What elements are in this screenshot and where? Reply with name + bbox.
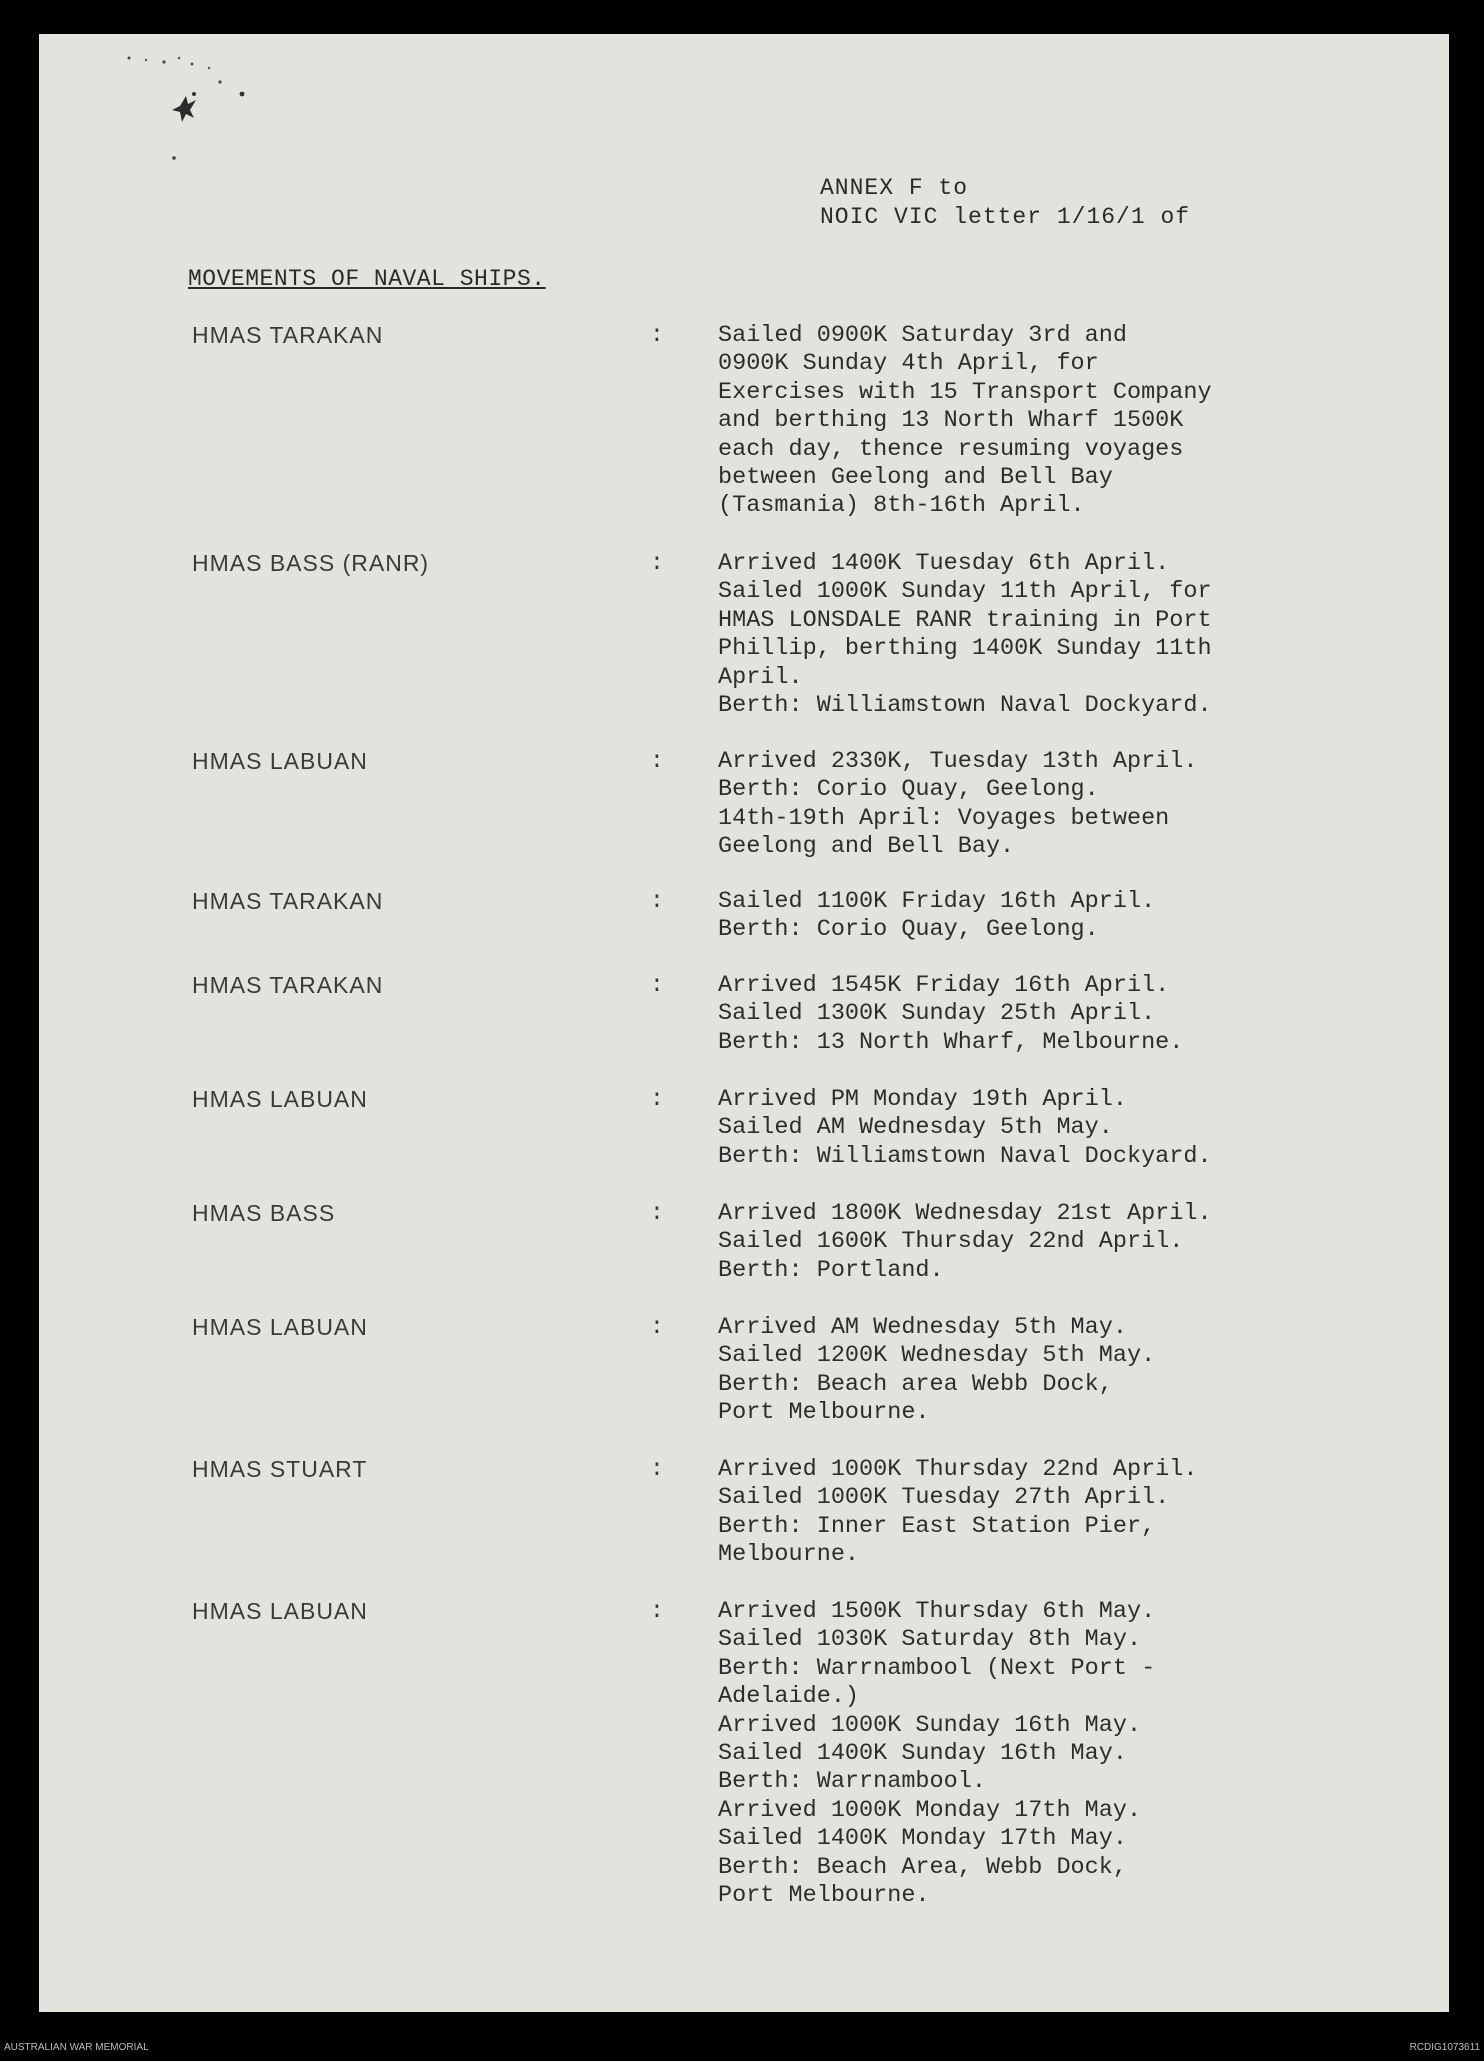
movement-details (718, 972, 1183, 1057)
detail-line: Melbourne. (718, 1541, 860, 1569)
separator-colon: : (650, 1598, 664, 1624)
detail-line: HMAS LONSDALE RANR training in Port (718, 606, 1212, 634)
detail-line: Berth: Warrnambool (Next Port - (718, 1654, 1156, 1682)
detail-line: Exercises with 15 Transport Company (718, 378, 1212, 406)
detail-line: Berth: Portland. (718, 1256, 944, 1284)
separator-colon: : (650, 1314, 664, 1340)
detail-line: Port Melbourne. (718, 1399, 930, 1427)
detail-line: Adelaide.) (718, 1683, 860, 1711)
separator-colon: : (650, 888, 664, 914)
detail-line: Arrived 2330K, Tuesday 13th April. (718, 748, 1198, 775)
detail-line: Sailed 1000K Sunday 11th April, for (718, 578, 1212, 606)
detail-line: Arrived AM Wednesday 5th May. (718, 1314, 1127, 1341)
annex-header (820, 174, 1190, 232)
movement-details (718, 322, 1212, 521)
detail-line: Sailed 1030K Saturday 8th May. (718, 1626, 1142, 1654)
document-heading: MOVEMENTS OF NAVAL SHIPS. (188, 266, 546, 292)
separator-colon: : (650, 1456, 664, 1482)
detail-line: between Geelong and Bell Bay (718, 464, 1113, 492)
separator-colon: : (650, 550, 664, 576)
separator-colon: : (650, 748, 664, 774)
detail-line: (Tasmania) 8th-16th April. (718, 492, 1085, 520)
footer-archive-label: AUSTRALIAN WAR MEMORIAL (4, 2042, 149, 2053)
detail-line: Arrived 1500K Thursday 6th May. (718, 1598, 1156, 1625)
separator-colon: : (650, 1086, 664, 1112)
detail-line: Berth: Corio Quay, Geelong. (718, 916, 1099, 944)
detail-line: Sailed 1400K Sunday 16th May. (718, 1740, 1127, 1768)
detail-line: Arrived 1000K Thursday 22nd April. (718, 1456, 1198, 1483)
ship-name: HMAS TARAKAN (192, 322, 384, 348)
detail-line: Arrived PM Monday 19th April. (718, 1086, 1127, 1113)
separator-colon: : (650, 322, 664, 348)
detail-line: Arrived 1800K Wednesday 21st April. (718, 1200, 1212, 1227)
detail-line: Berth: Williamstown Naval Dockyard. (718, 1142, 1212, 1170)
ship-name: HMAS LABUAN (192, 1598, 368, 1624)
letter-reference-line: NOIC VIC letter 1/16/1 of (820, 204, 1191, 230)
detail-line: April. (718, 663, 803, 691)
detail-line: and berthing 13 North Wharf 1500K (718, 407, 1184, 435)
detail-line: Sailed 1200K Wednesday 5th May. (718, 1342, 1156, 1370)
movement-details (718, 888, 1155, 945)
detail-line: Berth: Warrnambool. (718, 1768, 986, 1796)
movement-details (718, 748, 1197, 862)
detail-line: Berth: Beach Area, Webb Dock, (718, 1853, 1127, 1881)
ship-name: HMAS TARAKAN (192, 888, 384, 914)
ship-name: HMAS STUART (192, 1456, 368, 1482)
separator-colon: : (650, 972, 664, 998)
annex-line: ANNEX F to (820, 175, 969, 201)
movement-details (718, 1598, 1155, 1910)
detail-line: Sailed 1400K Monday 17th May. (718, 1825, 1127, 1853)
detail-line: Arrived 1400K Tuesday 6th April. (718, 550, 1170, 577)
ship-name: HMAS TARAKAN (192, 972, 384, 998)
detail-line: each day, thence resuming voyages (718, 435, 1184, 463)
detail-line: Sailed 1000K Tuesday 27th April. (718, 1484, 1170, 1512)
detail-line: Arrived 1000K Sunday 16th May. (718, 1711, 1142, 1739)
detail-line: Berth: 13 North Wharf, Melbourne. (718, 1028, 1184, 1056)
detail-line: Berth: Inner East Station Pier, (718, 1512, 1156, 1540)
ship-name: HMAS BASS (RANR) (192, 550, 430, 576)
punch-hole-marks (124, 50, 274, 170)
detail-line: 14th-19th April: Voyages between (718, 804, 1170, 832)
movement-details (718, 1086, 1212, 1171)
detail-line: Berth: Corio Quay, Geelong. (718, 776, 1099, 804)
ship-name: HMAS LABUAN (192, 1314, 368, 1340)
detail-line: Sailed 0900K Saturday 3rd and (718, 322, 1127, 349)
footer-record-id: RCDIG1073611 (1409, 2042, 1480, 2053)
detail-line: 0900K Sunday 4th April, for (718, 350, 1099, 378)
detail-line: Berth: Williamstown Naval Dockyard. (718, 692, 1212, 720)
detail-line: Sailed AM Wednesday 5th May. (718, 1114, 1113, 1142)
ship-name: HMAS LABUAN (192, 1086, 368, 1112)
detail-line: Sailed 1300K Sunday 25th April. (718, 1000, 1156, 1028)
ship-name: HMAS LABUAN (192, 748, 368, 774)
movement-details (718, 550, 1212, 720)
movement-details (718, 1200, 1212, 1285)
movement-details (718, 1456, 1197, 1570)
movement-details (718, 1314, 1155, 1428)
ship-name: HMAS BASS (192, 1200, 336, 1226)
detail-line: Arrived 1545K Friday 16th April. (718, 972, 1170, 999)
detail-line: Arrived 1000K Monday 17th May. (718, 1796, 1142, 1824)
detail-line: Sailed 1100K Friday 16th April. (718, 888, 1156, 915)
detail-line: Port Melbourne. (718, 1882, 930, 1910)
detail-line: Sailed 1600K Thursday 22nd April. (718, 1228, 1184, 1256)
detail-line: Berth: Beach area Webb Dock, (718, 1370, 1113, 1398)
separator-colon: : (650, 1200, 664, 1226)
detail-line: Phillip, berthing 1400K Sunday 11th (718, 635, 1212, 663)
detail-line: Geelong and Bell Bay. (718, 833, 1015, 861)
